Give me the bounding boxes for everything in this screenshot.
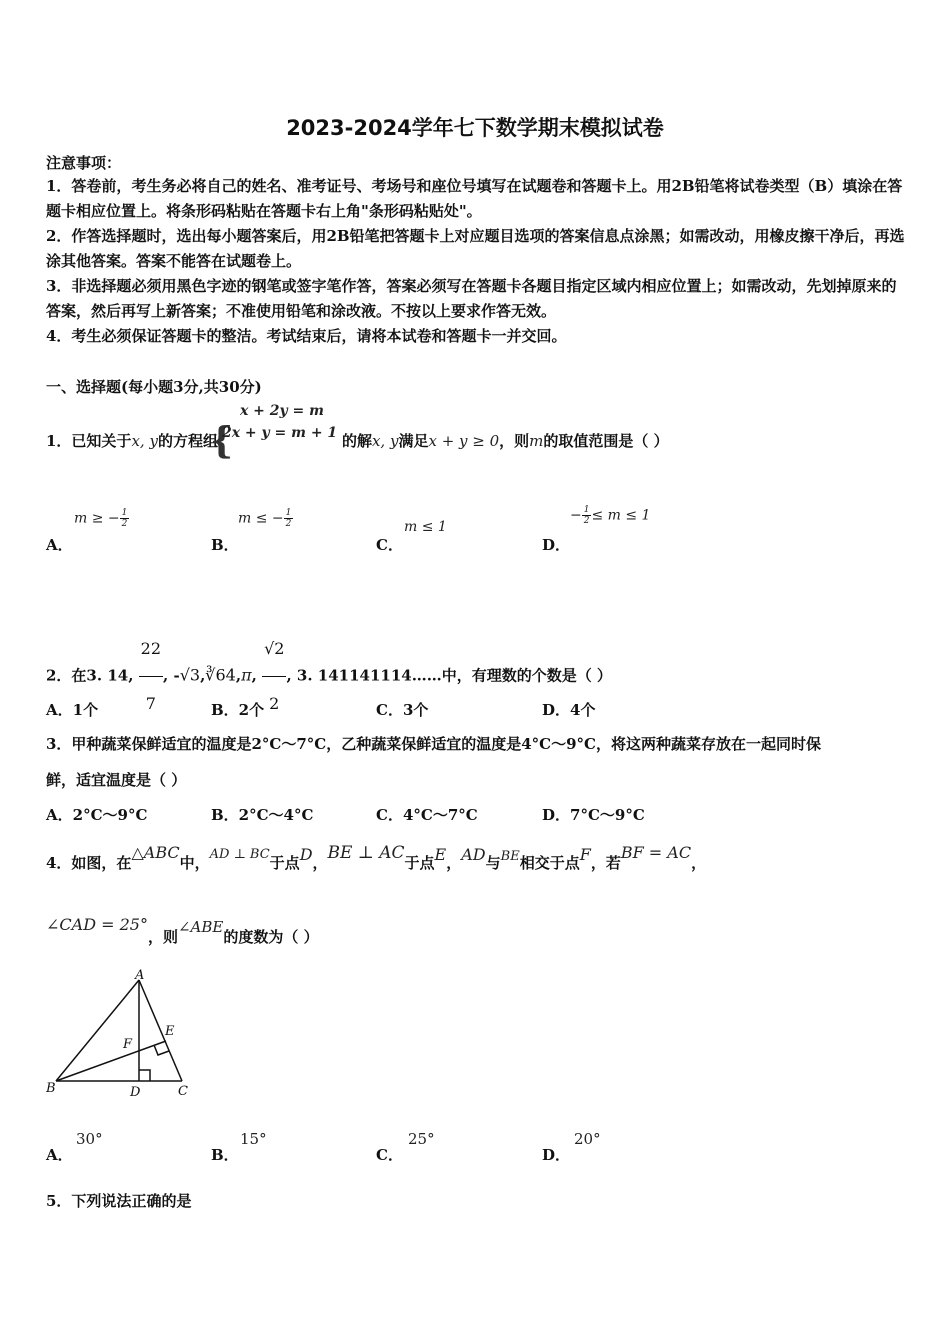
q1-option-b: m ≤ − $\frac{1}{2}$ xyxy=(238,508,292,529)
q3-option-c: C．4°C～7°C xyxy=(376,806,478,824)
question-1: 1．已知关于x, y的方程组 { x + 2y = m 2x + y = m + 1 的解x, y满足x + y ≥ 0，则m的取值范围是（ ） xyxy=(46,403,669,462)
label-d: D xyxy=(130,1085,141,1100)
label-e: E xyxy=(165,1024,175,1039)
question-3-line-1: 3．甲种蔬菜保鲜适宜的温度是2°C～7°C，乙种蔬菜保鲜适宜的温度是4°C～9°C，将这两种蔬菜存放在一起同时保 xyxy=(46,735,821,753)
q2-option-b: B．2个 xyxy=(211,701,265,719)
label-a: A xyxy=(135,968,145,983)
label-b: B xyxy=(46,1081,56,1096)
q2-option-c: C．3个 xyxy=(376,701,429,719)
question-2: 2．在3. 14, $\frac{22}{7}$ , -√3,∛64,π, $\frac{√2}{2}$ , 3. 141141114……中，有理数的个数是（ ） xyxy=(46,622,612,731)
triangle-figure xyxy=(42,966,202,1101)
q4-option-a: 30° xyxy=(76,1130,103,1148)
q3-option-b: B．2°C～4°C xyxy=(211,806,314,824)
notice-item-2: 2．作答选择题时，选出每小题答案后，用2B铅笔把答题卡上对应题目选项的答案信息点涂黑；如需改动，用橡皮擦干净后，再选涂其他答案。答案不能答在试题卷上。 xyxy=(46,227,905,270)
q1-option-a: m ≥ − $\frac{1}{2}$ xyxy=(74,508,128,529)
q4-option-b: 15° xyxy=(240,1130,267,1148)
question-5: 5．下列说法正确的是 xyxy=(46,1192,192,1210)
q1-option-c-label: C． xyxy=(376,536,403,554)
q1-option-d-label: D． xyxy=(542,536,571,554)
section-heading: 一、选择题(每小题3分,共30分) xyxy=(46,378,262,396)
label-c: C xyxy=(178,1084,188,1099)
q1-option-c: m ≤ 1 xyxy=(404,519,447,535)
q4-option-b-label: B． xyxy=(211,1146,239,1164)
notice-item-4: 4．考生必须保证答题卡的整洁。考试结束后，请将本试卷和答题卡一并交回。 xyxy=(46,327,567,345)
question-3-line-2: 鲜，适宜温度是（ ） xyxy=(46,771,187,789)
notice-item-1: 1．答卷前，考生务必将自己的姓名、准考证号、考场号和座位号填写在试题卷和答题卡上。用2B铅笔将试卷类型（B）填涂在答题卡相应位置上。将条形码粘贴在答题卡右上角"条形码粘贴处"。 xyxy=(46,177,903,220)
side-ac xyxy=(139,980,182,1081)
q4-option-d: 20° xyxy=(574,1130,601,1148)
q2-option-a: A．1个 xyxy=(46,701,99,719)
label-f: F xyxy=(123,1037,133,1052)
q4-option-c: 25° xyxy=(408,1130,435,1148)
q3-option-d: D．7°C～9°C xyxy=(542,806,645,824)
notice-heading: 注意事项： xyxy=(46,154,122,172)
right-angle-mark-d xyxy=(139,1070,150,1081)
q2-option-d: D．4个 xyxy=(542,701,596,719)
q1-option-b-label: B． xyxy=(211,536,239,554)
page-title: 2023-2024学年七下数学期末模拟试卷 xyxy=(286,116,664,140)
q3-option-a: A．2°C～9°C xyxy=(46,806,148,824)
question-4-line-2: ∠CAD = 25°，则∠ABE的度数为（ ） xyxy=(46,915,319,946)
q4-option-a-label: A． xyxy=(46,1146,73,1164)
q4-option-c-label: C． xyxy=(376,1146,403,1164)
notice-item-3: 3．非选择题必须用黑色字迹的钢笔或签字笔作答，答案必须写在答题卡各题目指定区域内相应位置上；如需改动，先划掉原来的答案，然后再写上新答案；不准使用铅笔和涂改液。不按以上要求作答无效。 xyxy=(46,277,897,320)
q1-option-d: − $\frac{1}{2}$ ≤ m ≤ 1 xyxy=(570,505,651,526)
q1-option-a-label: A． xyxy=(46,536,73,554)
question-4-line-1: 4．如图，在△ABC中，AD ⊥ BC于点D，BE ⊥ AC于点E，AD与BE相交于点F，若BF = AC， xyxy=(46,843,707,872)
equation-system: { x + 2y = m 2x + y = m + 1 xyxy=(209,403,338,462)
q4-option-d-label: D． xyxy=(542,1146,571,1164)
